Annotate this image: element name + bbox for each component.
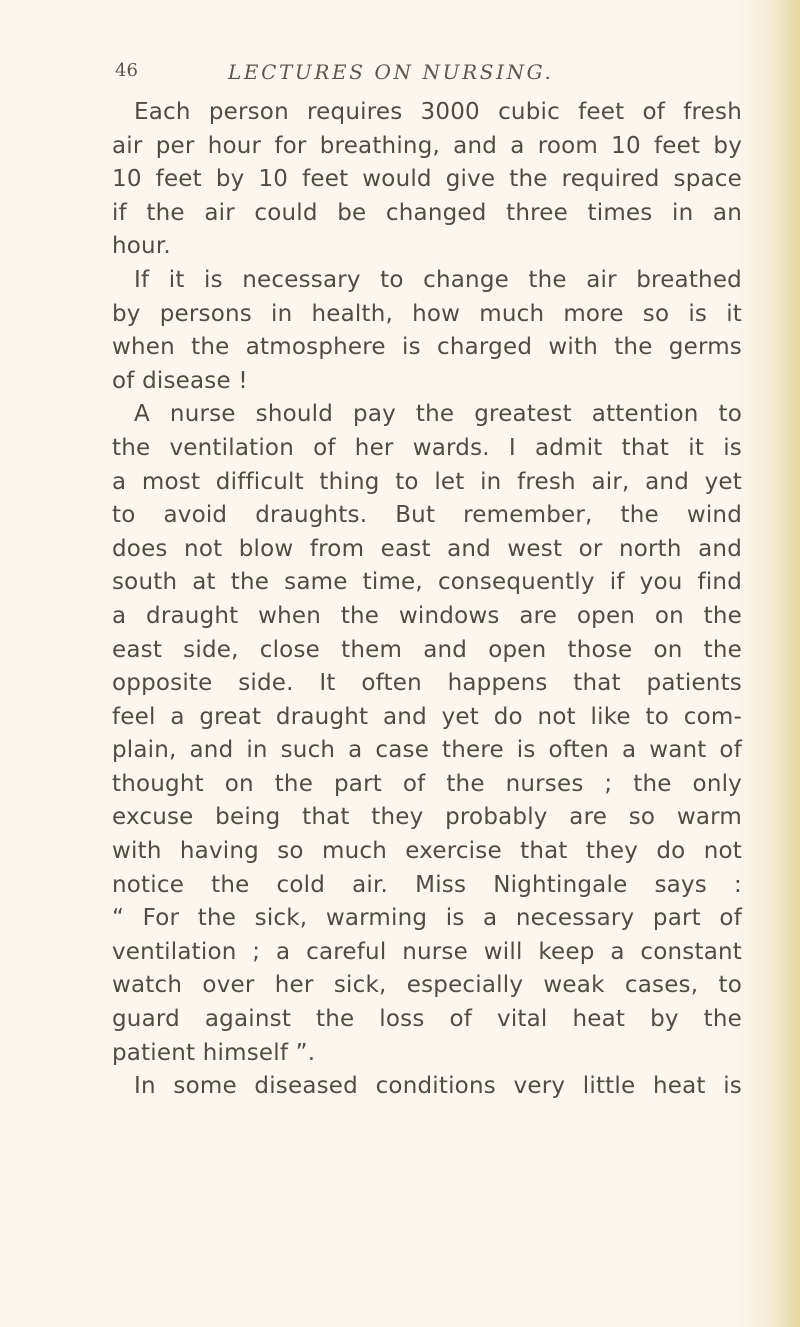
page-header: [0, 60, 800, 90]
text-line: hour.: [112, 233, 171, 260]
text-line: if the air could be changed three times in an: [112, 199, 742, 226]
running-title: LECTURES ON NURSING.: [228, 60, 554, 84]
text-line: feel a great draught and yet do not like to com-: [112, 703, 742, 730]
text-line: a most difficult thing to let in fresh air, and yet: [112, 468, 742, 495]
text-line: thought on the part of the nurses ; the only: [112, 770, 742, 797]
text-line: opposite side. It often happens that patients: [112, 670, 742, 697]
body-text: [112, 96, 742, 1104]
text-line: If it is necessary to change the air breathed: [134, 266, 742, 293]
text-line: the ventilation of her wards. I admit that it is: [112, 434, 742, 461]
text-line: plain, and in such a case there is often a want of: [112, 737, 742, 764]
text-line: A nurse should pay the greatest attention to: [134, 401, 742, 428]
text-line: to avoid draughts. But remember, the wind: [112, 502, 742, 529]
text-line: east side, close them and open those on the: [112, 636, 742, 663]
page-edge-shadow: [776, 0, 800, 1327]
text-line: of disease !: [112, 367, 248, 394]
text-line: does not blow from east and west or north and: [112, 535, 742, 562]
text-line: by persons in health, how much more so is it: [112, 300, 742, 327]
text-line: “ For the sick, warming is a necessary part of: [112, 905, 742, 932]
text-line: air per hour for breathing, and a room 10 feet by: [112, 132, 742, 159]
text-line: Each person requires 3000 cubic feet of fresh: [134, 99, 742, 125]
text-line: guard against the loss of vital heat by the: [112, 1006, 742, 1033]
text-line: 10 feet by 10 feet would give the required space: [112, 166, 742, 193]
text-line: when the atmosphere is charged with the germs: [112, 334, 742, 361]
text-line: notice the cold air. Miss Nightingale says :: [112, 871, 742, 898]
text-line: In some diseased conditions very little heat is: [134, 1073, 742, 1100]
text-line: south at the same time, consequently if you find: [112, 569, 742, 596]
text-line: excuse being that they probably are so warm: [112, 804, 742, 831]
text-line: patient himself ”.: [112, 1039, 316, 1066]
text-line: a draught when the windows are open on the: [112, 602, 742, 629]
text-line: with having so much exercise that they do not: [112, 838, 742, 865]
page-number: 46: [115, 60, 138, 81]
text-line: watch over her sick, especially weak cases, to: [112, 972, 742, 999]
text-line: ventilation ; a careful nurse will keep a constant: [112, 938, 742, 965]
